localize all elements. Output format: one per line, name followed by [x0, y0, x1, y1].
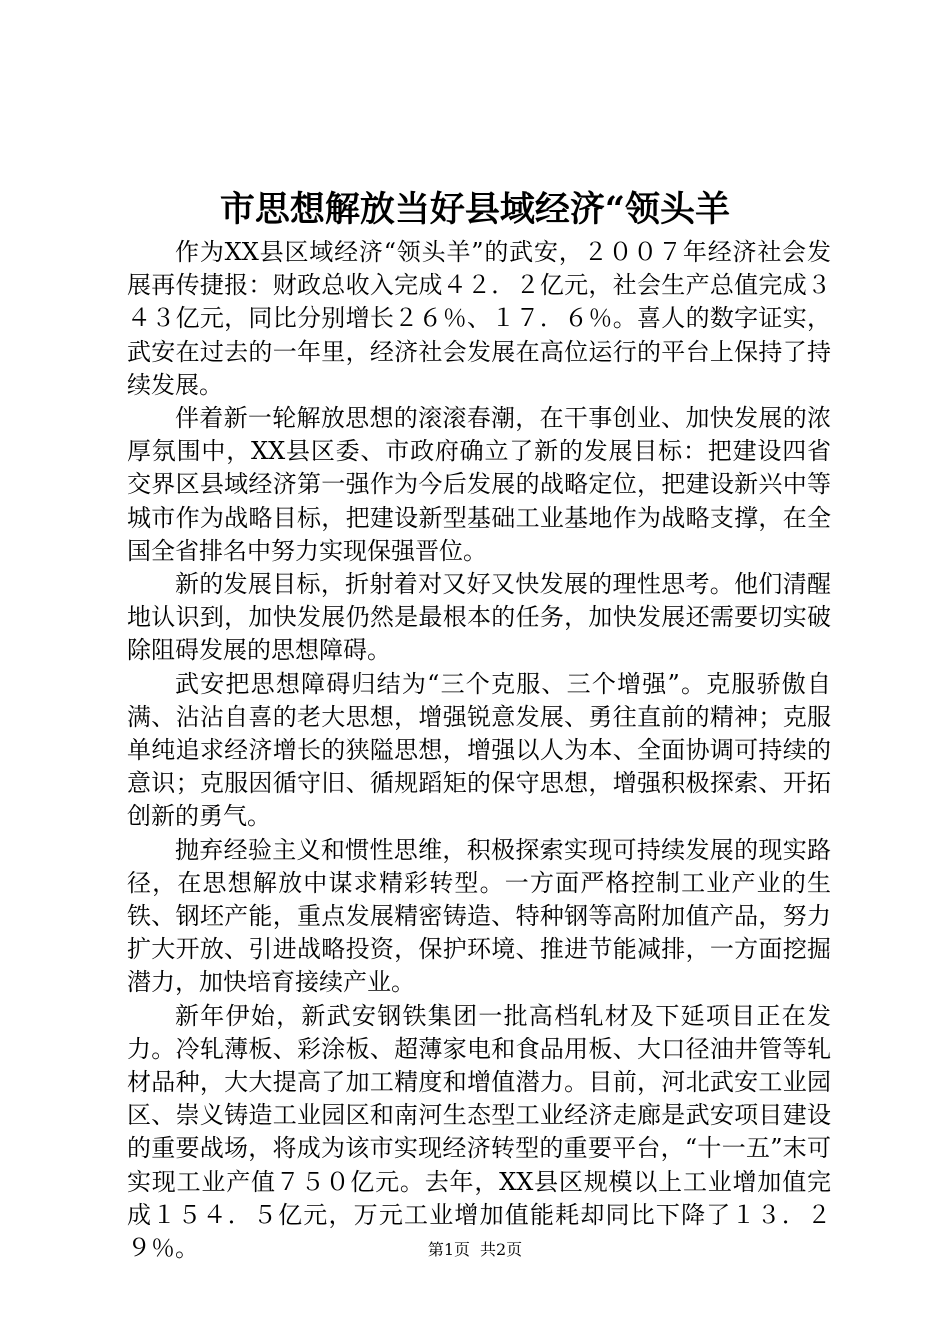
page-number-current: 第1页: [427, 1240, 470, 1259]
paragraph-6: 新年伊始，新武安钢铁集团一批高档轧材及下延项目正在发力。冷轧薄板、彩涂板、超薄家电和食品用板、大口径油井管等轧材品种，大大提高了加工精度和增值潜力。目前，河北武安工业园区、崇义铸造工业园区和南河生态型工业经济走廊是武安项目建设的重要战场，将成为该市实现经济转型的重要平台，“十一五”末可实现工业产值７５０亿元。去年，XX县区规模以上工业增加值完成１５４．５亿元，万元工业增加值能耗却同比下降了１３．２９％。: [127, 1001, 831, 1263]
document-body: [127, 236, 831, 1265]
paragraph-1: 作为XX县区域经济“领头羊”的武安，２００７年经济社会发展再传捷报：财政总收入完成４２．２亿元，社会生产总值完成３４３亿元，同比分别增长２６％、１７．６％。喜人的数字证实，武安在过去的一年里，经济社会发展在高位运行的平台上保持了持续发展。: [127, 238, 831, 399]
document-title: 市思想解放当好县域经济“领头羊: [219, 189, 731, 230]
paragraph-4: 武安把思想障碍归结为“三个克服、三个增强”。克服骄傲自满、沾沾自喜的老大思想，增强锐意发展、勇往直前的精神；克服单纯追求经济增长的狭隘思想，增强以人为本、全面协调可持续的意识；克服因循守旧、循规蹈矩的保守思想，增强积极探索、开拓创新的勇气。: [127, 669, 831, 831]
page-number-total: 共2页: [480, 1240, 523, 1259]
paragraph-2: 伴着新一轮解放思想的滚滚春潮，在干事创业、加快发展的浓厚氛围中，XX县区委、市政府确立了新的发展目标：把建设四省交界区县域经济第一强作为今后发展的战略定位，把建设新兴中等城市作为战略目标，把建设新型基础工业基地作为战略支撑，在全国全省排名中努力实现保强晋位。: [127, 404, 831, 565]
page-footer: [0, 1239, 950, 1261]
paragraph-5: 抛弃经验主义和惯性思维，积极探索实现可持续发展的现实路径，在思想解放中谋求精彩转型。一方面严格控制工业产业的生铁、钢坯产能，重点发展精密铸造、特种钢等高附加值产品，努力扩大开放、引进战略投资，保护环境、推进节能减排，一方面挖掘潜力，加快培育接续产业。: [127, 835, 831, 997]
paragraph-3: 新的发展目标，折射着对又好又快发展的理性思考。他们清醒地认识到，加快发展仍然是最根本的任务，加快发展还需要切实破除阻碍发展的思想障碍。: [127, 570, 831, 665]
